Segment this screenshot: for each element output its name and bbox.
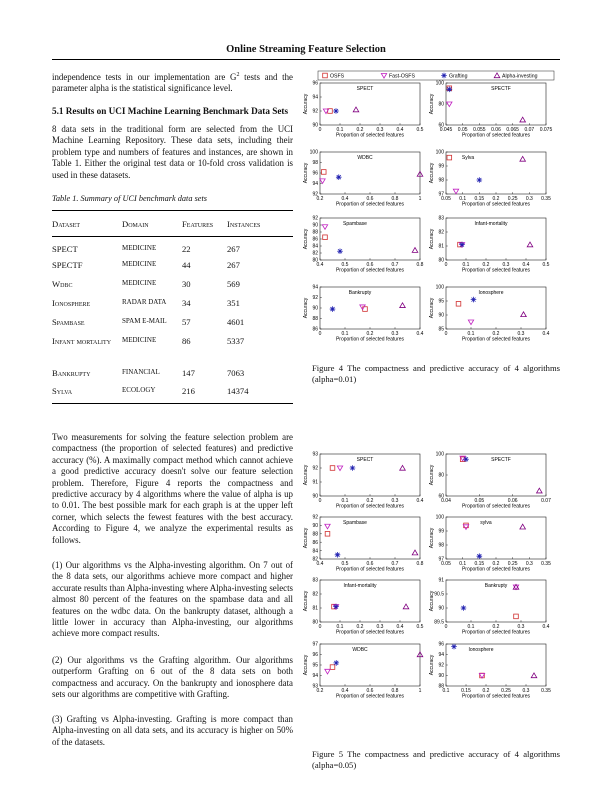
table-cell: Wdbc (52, 278, 73, 289)
y-axis-label: Accuracy (429, 464, 435, 486)
y-tick-label: 92 (312, 514, 318, 521)
x-axis-label: Proportion of selected features (461, 336, 531, 343)
grafting-marker (461, 605, 467, 611)
y-tick-label: 82 (312, 556, 318, 563)
x-tick-label: 0.15 (474, 560, 485, 567)
x-tick-label: 0.4 (396, 126, 404, 133)
table-cell: Infant mortality (52, 335, 112, 346)
table-cell: ECOLOGY (122, 386, 182, 404)
x-tick-label: 0.4 (542, 330, 550, 337)
panel-title: SPECTF (491, 86, 511, 92)
y-tick-label: 60 (438, 493, 444, 500)
y-axis-label: Accuracy (303, 464, 309, 486)
x-tick-label: 0.35 (541, 195, 551, 202)
y-tick-label: 94 (438, 652, 444, 659)
x-tick-label: 0.15 (474, 195, 485, 202)
y-axis-label: Accuracy (303, 93, 309, 115)
x-tick-label: 0.1 (442, 687, 450, 694)
paragraph-measurements: Two measurements for solving the feature selection problem are compactness (the proportion of selected features) and predictive accuracy (%). A maximally compact method which cannot achieve a good predictive accuracy doesn't solve our feature selection problem. Therefore, Figure 4 reports the compactness and predictive accuracy by 4 algorithms where the value of alpha is up to 0.01. The best possible mark for each graph is at the upper left corner, which selects the fewest features with the best accuracy. According to Figure 4, we analyze the experimental results as follows. (52, 432, 293, 545)
y-tick-label: 100 (435, 514, 444, 521)
y-tick-label: 95 (312, 662, 318, 669)
grafting-marker (333, 660, 339, 666)
x-axis-label: Proportion of selected features (461, 267, 531, 274)
y-tick-label: 88 (438, 683, 444, 690)
x-tick-label: 0 (318, 330, 322, 337)
y-tick-label: 90 (312, 493, 318, 500)
y-tick-label: 90 (438, 605, 444, 612)
y-tick-label: 96 (312, 80, 318, 87)
table-cell: Sylva (52, 386, 122, 404)
x-tick-label: 0.6 (366, 261, 374, 268)
x-tick-label: 0.07 (541, 497, 551, 504)
x-tick-label: 0.7 (391, 560, 399, 567)
panel-title: WDBC (352, 647, 368, 653)
y-tick-label: 94 (312, 673, 318, 680)
x-tick-label: 0.4 (316, 261, 324, 268)
plot-frame (320, 218, 420, 260)
scatter-panel (429, 578, 550, 636)
panel-title: Spambase (343, 221, 367, 227)
x-tick-label: 0.2 (482, 687, 490, 694)
x-tick-label: 0.35 (541, 687, 551, 694)
x-tick-label: 0.7 (391, 261, 399, 268)
x-tick-label: 0.06 (491, 126, 501, 133)
y-axis-label: Accuracy (429, 93, 435, 115)
table-cell: 351 (227, 297, 240, 308)
table-cell: MEDICINE (122, 335, 157, 344)
plot-frame (446, 644, 546, 686)
x-tick-label: 0.8 (416, 560, 424, 567)
x-tick-label: 0.055 (473, 126, 486, 133)
x-tick-label: 0.5 (341, 560, 349, 567)
paragraph-grafting-comparison: (2) Our algorithms vs the Grafting algorithm. Our algorithms outperform Grafting on 6 out of the 8 data sets on both compactness and accuracy. On the bankrupty and ionosphere data sets our algorithms are competitive with Grafting. (52, 655, 293, 700)
grafting-marker (333, 604, 339, 610)
grafting-marker (477, 177, 483, 183)
x-tick-label: 0.1 (341, 497, 349, 504)
panel-title: Bankrupty (484, 583, 508, 589)
x-tick-label: 0.3 (391, 497, 399, 504)
scatter-panel (429, 642, 551, 700)
intro-superscript: 2 (236, 72, 240, 78)
panel-title: WDBC (357, 155, 373, 161)
x-tick-label: 0.15 (461, 687, 471, 694)
y-tick-label: 82 (438, 229, 444, 236)
x-axis-label: Proportion of selected features (335, 336, 405, 343)
legend-label: Fast-OSFS (389, 73, 415, 80)
x-axis-label: Proportion of selected features (461, 503, 531, 510)
x-tick-label: 0.2 (492, 623, 500, 630)
table-cell: 30 (182, 278, 191, 289)
scatter-panel (303, 216, 424, 274)
x-tick-label: 0.3 (517, 623, 525, 630)
table-cell: 4601 (227, 316, 245, 327)
figure5-caption: Figure 5 The compactness and predictive accuracy of 4 algorithms (alpha=0.05) (312, 749, 560, 770)
figure4-caption: Figure 4 The compactness and predictive accuracy of 4 algorithms (alpha=0.01) (312, 363, 560, 384)
panel-title: Ionosphere (468, 647, 494, 653)
x-tick-label: 1 (418, 195, 422, 202)
y-tick-label: 97 (438, 556, 444, 563)
panel-title: Sylva (461, 155, 475, 161)
x-tick-label: 0.2 (492, 195, 500, 202)
scatter-panel (429, 150, 551, 208)
x-tick-label: 0.6 (366, 195, 374, 202)
scatter-panel (303, 150, 423, 208)
y-tick-label: 86 (312, 326, 318, 333)
scatter-panel (303, 515, 424, 573)
table-cell: 34 (182, 297, 191, 308)
table-cell: RADAR DATA (122, 297, 167, 306)
table-cell: 147 (182, 367, 195, 378)
x-tick-label: 0 (318, 623, 322, 630)
paragraph-grafting-vs-alpha: (3) Grafting vs Alpha-investing. Grafting is more compact than Alpha-investing on all data sets, and its accuracy is higher on 50% of the datasets. (52, 714, 293, 747)
y-axis-label: Accuracy (429, 228, 435, 250)
y-tick-label: 85 (438, 326, 444, 333)
table-cell: 5337 (227, 335, 245, 346)
scatter-panel (429, 452, 551, 510)
y-tick-label: 81 (438, 243, 444, 250)
y-tick-label: 92 (438, 662, 444, 669)
y-tick-label: 83 (312, 577, 318, 584)
y-tick-label: 94 (312, 94, 318, 101)
x-tick-label: 0.4 (416, 330, 424, 337)
y-tick-label: 82 (312, 250, 318, 257)
x-tick-label: 1 (418, 687, 422, 694)
table-cell: Bankrupty (52, 367, 91, 378)
scatter-panel (429, 81, 552, 139)
x-tick-label: 0.8 (391, 687, 399, 694)
table-cell: MEDICINE (122, 259, 157, 268)
y-axis-label: Accuracy (303, 162, 309, 184)
table-cell: 216 (182, 386, 227, 404)
table-cell: 22 (182, 244, 191, 254)
plot-frame (320, 517, 420, 559)
x-tick-label: 0.1 (467, 623, 475, 630)
y-tick-label: 100 (435, 80, 444, 87)
panel-title: Spambase (343, 520, 367, 526)
x-tick-label: 0.6 (366, 560, 374, 567)
x-tick-label: 0.1 (336, 126, 344, 133)
y-tick-label: 90 (312, 122, 318, 129)
y-axis-label: Accuracy (429, 297, 435, 319)
panel-title: sylva (480, 520, 492, 526)
x-axis-label: Proportion of selected features (335, 201, 405, 208)
y-tick-label: 100 (435, 149, 444, 156)
panel-title: Infant-mortality (343, 583, 377, 589)
y-tick-label: 80 (312, 619, 318, 626)
scatter-panel (429, 216, 550, 274)
x-tick-label: 0.8 (416, 261, 424, 268)
x-tick-label: 0.1 (336, 623, 344, 630)
y-tick-label: 83 (438, 215, 444, 222)
x-axis-label: Proportion of selected features (335, 629, 405, 636)
x-axis-label: Proportion of selected features (335, 693, 405, 700)
x-tick-label: 0 (444, 330, 448, 337)
y-tick-label: 90 (438, 673, 444, 680)
y-axis-label: Accuracy (429, 590, 435, 612)
y-tick-label: 88 (312, 229, 318, 236)
y-tick-label: 86 (312, 236, 318, 243)
x-tick-label: 0.25 (501, 687, 511, 694)
y-axis-label: Accuracy (303, 228, 309, 250)
x-tick-label: 0.5 (416, 126, 424, 133)
grafting-marker (441, 73, 447, 79)
y-axis-label: Accuracy (303, 527, 309, 549)
x-tick-label: 0.1 (459, 195, 467, 202)
x-tick-label: 0.3 (525, 195, 533, 202)
legend (318, 71, 554, 80)
table-cell: MEDICINE (122, 278, 157, 287)
y-tick-label: 97 (312, 641, 318, 648)
y-axis-label: Accuracy (429, 654, 435, 676)
table-header-features: Features (182, 211, 227, 237)
x-tick-label: 0.2 (492, 560, 500, 567)
plot-frame (446, 517, 546, 559)
panel-title: Infant-mortality (474, 221, 508, 227)
panel-title: SPECT (356, 457, 374, 463)
y-tick-label: 90.5 (434, 591, 444, 598)
y-tick-label: 92 (312, 465, 318, 472)
table-cell: 86 (182, 335, 191, 346)
scatter-panel (303, 285, 424, 343)
x-tick-label: 0.3 (376, 126, 384, 133)
y-axis-label: Accuracy (303, 590, 309, 612)
x-tick-label: 0.3 (522, 687, 530, 694)
y-tick-label: 90 (312, 222, 318, 229)
x-tick-label: 0.3 (376, 623, 384, 630)
x-tick-label: 0.3 (525, 560, 533, 567)
scatter-panel (429, 515, 551, 573)
x-tick-label: 0.3 (502, 261, 510, 268)
x-axis-label: Proportion of selected features (461, 201, 531, 208)
scatter-panel (303, 642, 423, 700)
y-tick-label: 99 (438, 528, 444, 535)
x-tick-label: 0.4 (416, 497, 424, 504)
y-axis-label: Accuracy (429, 527, 435, 549)
y-tick-label: 60 (438, 122, 444, 129)
table-cell: Spambase (52, 316, 85, 327)
y-tick-label: 88 (312, 316, 318, 323)
grafting-marker (451, 644, 457, 650)
x-tick-label: 0 (444, 623, 448, 630)
y-tick-label: 98 (438, 542, 444, 549)
x-tick-label: 0 (318, 126, 322, 133)
x-tick-label: 0.05 (457, 126, 468, 133)
legend-label: OSFS (330, 73, 345, 80)
table-caption: Table 1. Summary of UCI benchmark data sets (52, 194, 208, 203)
y-tick-label: 100 (435, 451, 444, 458)
panel-title: SPECTF (491, 457, 511, 463)
x-tick-label: 0.4 (522, 261, 530, 268)
y-tick-label: 90 (312, 305, 318, 312)
x-tick-label: 0.2 (316, 687, 324, 694)
scatter-panel (303, 578, 424, 636)
table-cell: SPAM E-MAIL (122, 316, 167, 325)
x-axis-label: Proportion of selected features (461, 566, 531, 573)
table-cell: 57 (182, 316, 191, 327)
y-tick-label: 100 (435, 284, 444, 291)
grafting-marker (350, 465, 356, 471)
x-tick-label: 0.06 (507, 497, 518, 504)
y-tick-label: 99 (438, 163, 444, 170)
grafting-marker (335, 552, 341, 558)
x-tick-label: 0.045 (439, 126, 453, 133)
x-tick-label: 0.1 (459, 560, 467, 567)
y-tick-label: 92 (312, 295, 318, 302)
x-tick-label: 0.35 (541, 560, 551, 567)
section-title: 5.1 Results on UCI Machine Learning Benchmark Data Sets (52, 106, 289, 116)
grafting-marker (336, 174, 342, 180)
x-tick-label: 0.5 (542, 261, 550, 268)
y-tick-label: 84 (312, 243, 318, 250)
table-cell: 267 (227, 244, 240, 254)
x-tick-label: 0.2 (356, 126, 364, 133)
x-axis-label: Proportion of selected features (335, 267, 405, 274)
x-tick-label: 0.6 (366, 687, 374, 694)
intro-text-cont: tests and the parameter alpha is the statistical significance level. (52, 71, 293, 94)
y-axis-label: Accuracy (429, 162, 435, 184)
legend-label: Alpha-investing (502, 73, 538, 80)
table-cell: SPECTF (52, 259, 83, 270)
paragraph-datasets: 8 data sets in the traditional form are selected from the UCI Machine Learning Repository. These data sets, including their problem type and numbers of features and instances, are shown in Table 1. Either the original test data or 10-fold cross validation is used in these datasets. (52, 124, 293, 180)
y-tick-label: 100 (309, 149, 318, 156)
y-axis-label: Accuracy (303, 297, 309, 319)
x-axis-label: Proportion of selected features (335, 566, 405, 573)
paragraph-alpha-comparison: (1) Our algorithms vs the Alpha-investing algorithm. On 7 out of the 8 data sets, our algorithms achieve more compact and higher accurate results than Alpha-investing where Alpha-investing selects almost 80 percent of the features on the spambase data and all features on the wdbc data. On the bankrupty dataset, although a little lower in accuracy than Alpha-investing, our algorithms achieve more compact results. (52, 560, 293, 639)
x-tick-label: 0.5 (416, 623, 424, 630)
x-tick-label: 0.04 (441, 497, 451, 504)
y-tick-label: 96 (312, 652, 318, 659)
x-axis-label: Proportion of selected features (461, 132, 531, 139)
panel-title: SPECT (356, 86, 374, 92)
x-tick-label: 0.1 (462, 261, 470, 268)
y-tick-label: 89.5 (434, 619, 444, 626)
scatter-panel (303, 452, 424, 510)
grafting-marker (471, 297, 477, 303)
legend-label: Grafting (449, 73, 468, 80)
x-axis-label: Proportion of selected features (461, 693, 531, 700)
x-tick-label: 0.2 (492, 330, 500, 337)
y-tick-label: 81 (312, 605, 318, 612)
x-tick-label: 0 (318, 497, 322, 504)
y-tick-label: 98 (438, 177, 444, 184)
x-axis-label: Proportion of selected features (461, 629, 531, 636)
x-tick-label: 0.2 (366, 497, 374, 504)
table-cell: 267 (227, 259, 240, 270)
x-tick-label: 0.5 (341, 261, 349, 268)
x-tick-label: 0.3 (517, 330, 525, 337)
x-tick-label: 0.2 (356, 623, 364, 630)
y-tick-label: 95 (438, 298, 444, 305)
table-cell: Ionosphere (52, 297, 91, 308)
table-cell: 14374 (227, 386, 293, 404)
x-tick-label: 0.1 (341, 330, 349, 337)
intro-text: independence tests in our implementation are G (52, 71, 237, 82)
y-tick-label: 93 (312, 451, 318, 458)
y-tick-label: 80 (312, 257, 318, 264)
grafting-marker (330, 306, 336, 312)
y-tick-label: 97 (438, 191, 444, 198)
table-cell: 569 (227, 278, 240, 289)
scatter-panel (303, 81, 424, 139)
y-axis-label: Accuracy (303, 654, 309, 676)
x-tick-label: 0 (444, 261, 448, 268)
y-tick-label: 92 (312, 215, 318, 222)
x-tick-label: 0.05 (474, 497, 485, 504)
x-tick-label: 0.25 (507, 195, 518, 202)
grafting-marker (477, 553, 483, 559)
panel-title: Bankrupty (348, 290, 372, 296)
grafting-marker (333, 108, 339, 114)
y-tick-label: 80 (438, 472, 444, 479)
y-tick-label: 82 (312, 591, 318, 598)
table-cell: MEDICINE (122, 244, 157, 252)
y-tick-label: 96 (312, 170, 318, 177)
x-tick-label: 0.2 (482, 261, 490, 268)
y-tick-label: 90 (438, 312, 444, 319)
x-tick-label: 0.07 (524, 126, 535, 133)
y-tick-label: 80 (438, 101, 444, 108)
x-axis-label: Proportion of selected features (335, 132, 405, 139)
x-tick-label: 0.065 (506, 126, 519, 133)
y-tick-label: 91 (312, 479, 318, 486)
table-cell: 7063 (227, 367, 245, 378)
table-header-domain: Domain (122, 211, 182, 237)
grafting-marker (459, 242, 465, 248)
y-tick-label: 91 (438, 577, 444, 584)
y-tick-label: 94 (312, 181, 318, 188)
table-header-instances: Instances (227, 211, 293, 237)
x-axis-label: Proportion of selected features (335, 503, 405, 510)
y-tick-label: 86 (312, 539, 318, 546)
grafting-marker (463, 456, 469, 462)
y-tick-label: 84 (312, 548, 318, 555)
x-tick-label: 0.4 (341, 687, 349, 694)
y-tick-label: 88 (312, 531, 318, 538)
x-tick-label: 0.8 (391, 195, 399, 202)
x-tick-label: 0.3 (391, 330, 399, 337)
x-tick-label: 0.4 (542, 623, 550, 630)
table-cell: SPECT (52, 244, 78, 254)
grafting-marker (337, 248, 343, 254)
table-cell: FINANCIAL (122, 367, 160, 376)
x-tick-label: 0.4 (316, 560, 324, 567)
y-tick-label: 92 (312, 191, 318, 198)
y-tick-label: 93 (312, 683, 318, 690)
table-header-dataset: Dataset (52, 211, 122, 237)
x-tick-label: 0.075 (539, 126, 553, 133)
scatter-panel (429, 285, 550, 343)
panel-title: Ionosphere (478, 290, 504, 296)
x-tick-label: 0.05 (441, 560, 451, 567)
x-tick-label: 0.05 (441, 195, 451, 202)
x-tick-label: 0.1 (467, 330, 475, 337)
table-cell: 44 (182, 259, 191, 270)
y-tick-label: 98 (312, 160, 318, 167)
x-tick-label: 0.2 (316, 195, 324, 202)
x-tick-label: 0.4 (341, 195, 349, 202)
y-tick-label: 80 (438, 257, 444, 264)
grafting-marker (447, 87, 453, 93)
x-tick-label: 0.4 (396, 623, 404, 630)
y-tick-label: 90 (312, 523, 318, 530)
y-tick-label: 96 (438, 641, 444, 648)
x-tick-label: 0.25 (507, 560, 518, 567)
running-header: Online Streaming Feature Selection (226, 44, 386, 55)
y-tick-label: 94 (312, 284, 318, 291)
x-tick-label: 0.2 (366, 330, 374, 337)
y-tick-label: 92 (312, 108, 318, 115)
